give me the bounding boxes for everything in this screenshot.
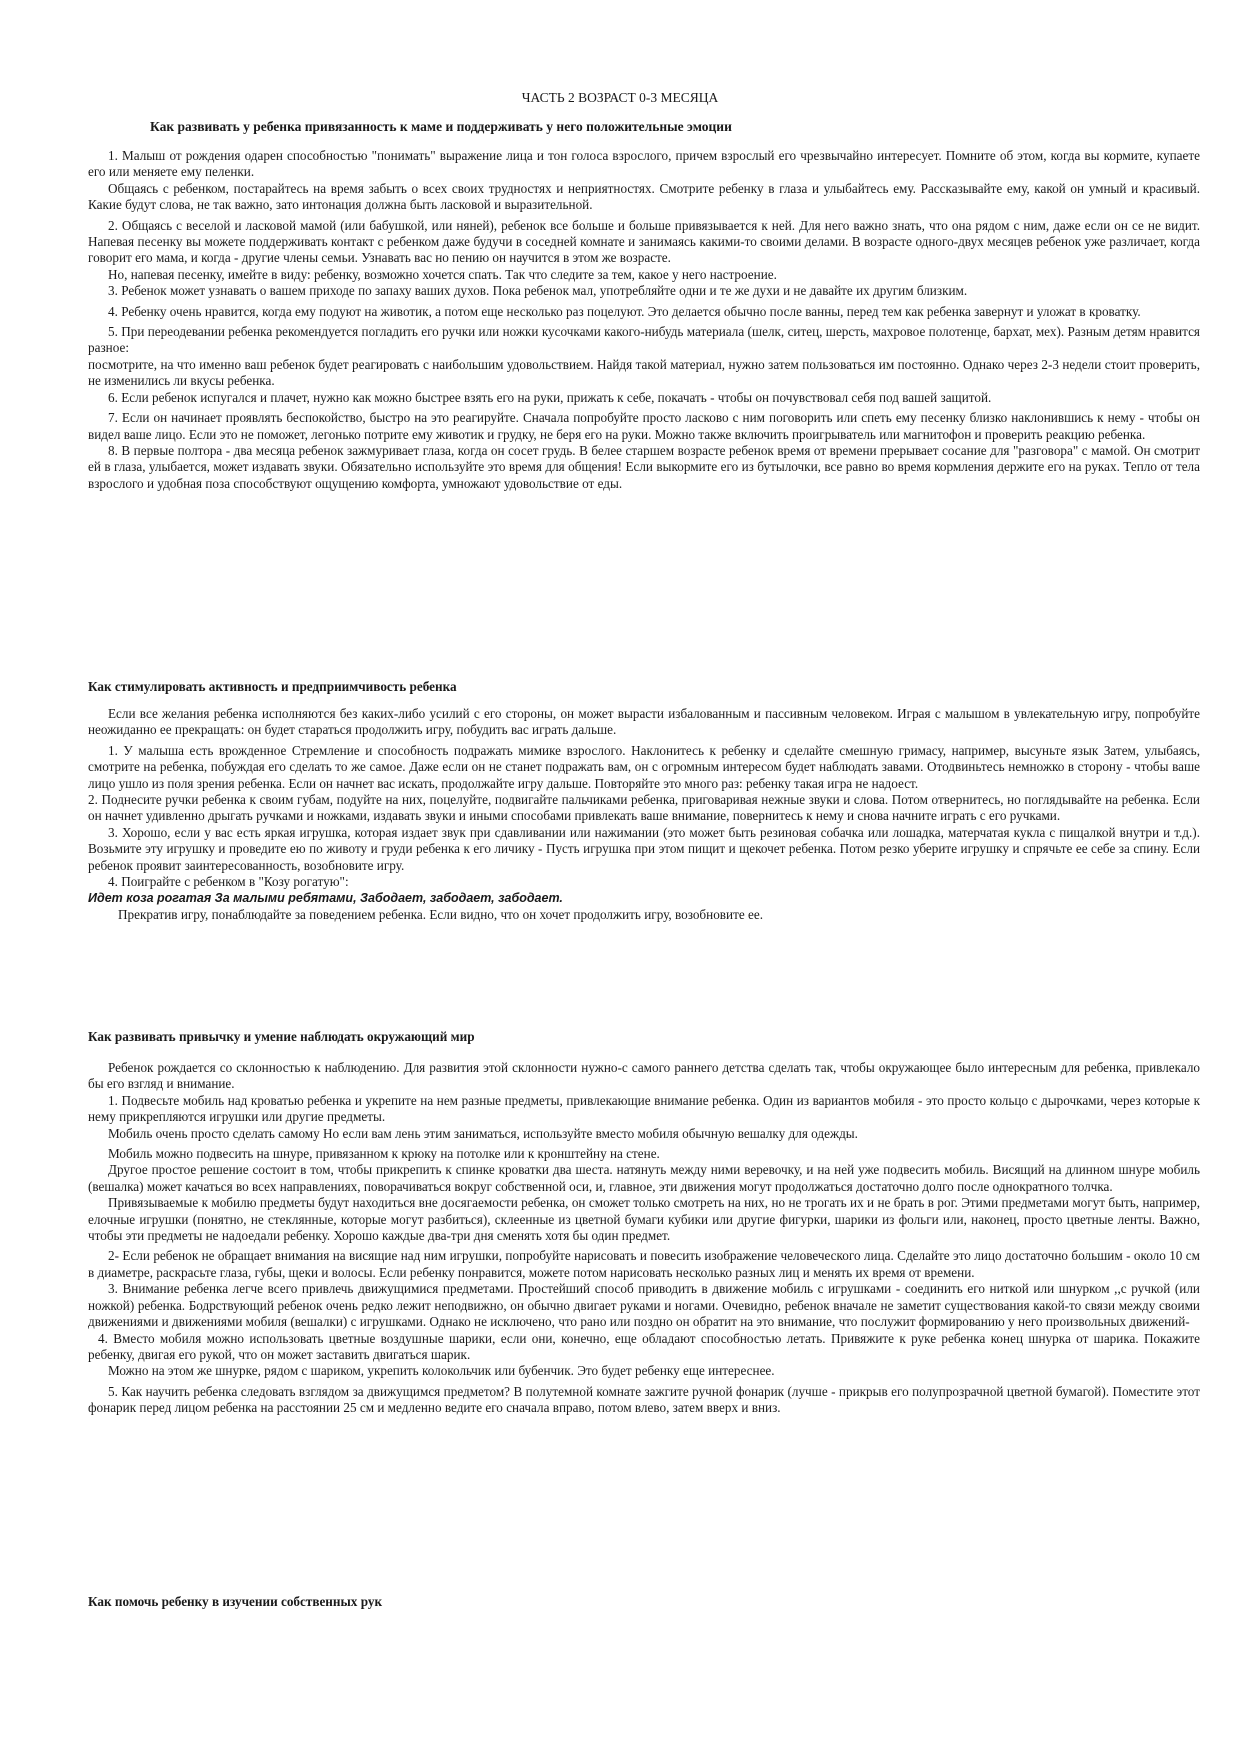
paragraph: Но, напевая песенку, имейте в виду: ребенку, возможно хочется спать. Так что следите за тем, какое у него настроение. [108, 266, 777, 282]
paragraph: 4. Поиграйте с ребенком в "Козу рогатую": [108, 874, 349, 890]
paragraph: 1. У малыша есть врожденное Стремление и способность подражать мимике взрослого. Наклонитесь к ребенку и сделайте смешную гримасу, например, высуньте язык Затем, улыбаясь, смотрите на ребенка, побуждая его сделать то же самое. Даже если он не станет подражать вам, он с огромным интересом будет наблюдать завами. Отодвиньтесь немножко в сторону - чтобы ваше лицо ушло из поля зрения ребенка. Если он начнет вас искать, продолжайте игру дальше. Повторяйте это много раз: ребенку такая игра не надоест. [88, 742, 1200, 791]
paragraph: 3. Внимание ребенка легче всего привлечь движущимися предметами. Простейший способ приводить в движение мобиль с игрушками - соединить его ниткой или шнурком ,,с ручкой (или ножкой) ребенка. Бодрствующий ребенок очень редко лежит неподвижно, он обычно двигает руками и ногами. Очевидно, ребенок вначале не заметит существования какой-то связи между своими движениями и движениями мобиля (вешалки) с игрушками. Однако не исключено, что рано или поздно он обратит на это внимание, что послужит формированию у него произвольных движений- [88, 1281, 1200, 1330]
paragraph: Мобиль можно подвесить на шнуре, привязанном к крюку на потолке или к кронштейну на стене. [108, 1146, 660, 1162]
paragraph: 8. В первые полтора - два месяца ребенок зажмуривает глаза, когда он сосет грудь. В белее старшем возрасте ребенок время от времени прерывает сосание для "разговора" с мамой. Он смотрит ей в глаза, улыбается, может издавать звуки. Обязательно используйте это время для общения! Если выкормите его из бутылочки, все равно во время кормления держите его на руках. Тепло от тела взрослого и удобная поза способствуют ощущению комфорта, умножают удовольствие от еды. [88, 442, 1200, 491]
paragraph: 4. Ребенку очень нравится, когда ему подуют на животик, а потом еще несколько раз поцелуют. Это делается обычно после ванны, перед тем как ребенка завернут и уложат в кроватку. [108, 303, 1141, 319]
paragraph: 3. Ребенок может узнавать о вашем приходе по запаху ваших духов. Пока ребенок мал, употребляйте одни и те же духи и не давайте их другим близким. [108, 283, 968, 299]
rhyme-line: Идет коза рогатая За малыми ребятами, Забодает, забодает, забодает. [88, 891, 563, 906]
paragraph: Можно на этом же шнурке, рядом с шариком, укрепить колокольчик или бубенчик. Это будет ребенку еще интереснее. [108, 1363, 775, 1379]
paragraph: Прекратив игру, понаблюдайте за поведением ребенка. Если видно, что он хочет продолжить игру, возобновите ее. [118, 906, 763, 922]
paragraph: 4. Вместо мобиля можно использовать цветные воздушные шарики, если они, конечно, еще обладают способностью летать. Привяжите к руке ребенка конец шнурка от шарика. Покажите ребенку, двигая его рукой, что он может заставить двигаться шарик. [88, 1330, 1200, 1362]
paragraph: 3. Хорошо, если у вас есть яркая игрушка, которая издает звук при сдавливании или нажимании (это может быть резиновая собачка или лошадка, матерчатая кукла с пищалкой внутри и т.д.). Возьмите эту игрушку и проведите ею по животу и груди ребенка к его личику - Пусть игрушка при этом пищит и щекочет ребенка. Потом резко уберите игрушку и спрячьте ее себе за спину. Если ребенок проявит заинтересованность, возобновите игру. [88, 824, 1200, 873]
paragraph: посмотрите, на что именно ваш ребенок будет реагировать с наибольшим удовольствием. Найдя такой материал, нужно затем пользоваться им постоянно. Однако через 2-3 недели стоит проверить, не изменились ли вкусы ребенка. [88, 356, 1200, 389]
paragraph: 2. Поднесите ручки ребенка к своим губам, подуйте на них, поцелуйте, подвигайте пальчиками ребенка, приговаривая нежные звуки и слова. Потом отвернитесь, но поглядывайте на ребенка. Если он начнет удивленно дрыгать ручками и ножками, издавать звуки и иными способами привлекать ваше внимание, повернитесь к нему и снова начните играть с его ручками. [88, 792, 1200, 824]
paragraph: 7. Если он начинает проявлять беспокойство, быстро на это реагируйте. Сначала попробуйте просто ласково с ним поговорить или спеть ему песенку близко наклонившись к нему - чтобы он видел ваше лицо. Если это не поможет, легонько потрите ему животик и грудку, не беря его на руки. Можно также включить проигрыватель или магнитофон и проверить реакцию ребенка. [88, 410, 1200, 442]
paragraph: 5. При переодевании ребенка рекомендуется погладить его ручки или ножки кусочками какого-нибудь материала (шелк, ситец, шерсть, махровое полотенце, бархат, мех). Разным детям нравится разное: [88, 324, 1200, 356]
section-heading-observation: Как развивать привычку и умение наблюдать окружающий мир [88, 1029, 475, 1044]
section-observation-body [88, 1060, 1200, 1417]
paragraph: 1. Малыш от рождения одарен способностью "понимать" выражение лица и тон голоса взрослого, причем взрослый его чрезвычайно интересует. Помните об этом, когда вы кормите, купаете его или меняете ему пеленки. [88, 148, 1200, 180]
section-heading-activity: Как стимулировать активность и предприимчивость ребенка [88, 679, 457, 694]
paragraph: 5. Как научить ребенка следовать взглядом за движущимся предметом? В полутемной комнате зажгите ручной фонарик (лучше - прикрыв его полупрозрачной цветной бумагой). Поместите этот фонарик перед лицом ребенка на расстоянии 25 см и медленно ведите его сначала вправо, потом влево, затем вверх и вниз. [88, 1383, 1200, 1416]
paragraph: Привязываемые к мобилю предметы будут находиться вне досягаемости ребенка, он сможет только смотреть на них, но не трогать их и не брать в рог. Этими предметами могут быть, например, елочные игрушки (понятно, не стеклянные, которые могут разбиться), склеенные из цветной бумаги кубики или другие фигурки, шарики из фольги или, наконец, просто цветные ленты. Важно, чтобы эти предметы не надоедали ребенку. Хорошо каждые два-три дня сменять хотя бы один предмет. [88, 1195, 1200, 1244]
paragraph: 2. Общаясь с веселой и ласковой мамой (или бабушкой, или няней), ребенок все больше и больше привязывается к ней. Для него важно знать, что она рядом с ним, даже если он се не видит. Напевая песенку вы можете поддерживать контакт с ребенком даже будучи в соседней комнате и занимаясь какими-то своими делами. В возрасте одного-двух месяцев ребенок уже различает, когда говорит его мама, и когда - другие члены семьи. Узнавать вас но пению он научится в этом же возрасте. [88, 217, 1200, 266]
section-activity-body [88, 706, 1200, 923]
paragraph: 1. Подвесьте мобиль над кроватью ребенка и укрепите на нем разные предметы, привлекающие внимание ребенка. Один из вариантов мобиля - это просто кольцо с дырочками, через которые к нему прикрепляются игрушки или другие предметы. [88, 1092, 1200, 1125]
paragraph: Общаясь с ребенком, постарайтесь на время забыть о всех своих трудностях и неприятностях. Смотрите ребенку в глаза и улыбайтесь ему. Рассказывайте ему, какой он умный и красивый. Какие будут слова, не так важно, зато интонация должна быть ласковой и выразительной. [88, 180, 1200, 213]
section-heading-hands: Как помочь ребенку в изучении собственных рук [88, 1594, 383, 1609]
paragraph: Мобиль очень просто сделать самому Но если вам лень этим заниматься, используйте вместо мобиля обычную вешалку для одежды. [108, 1125, 858, 1141]
paragraph: Если все желания ребенка исполняются без каких-либо усилий с его стороны, он может вырасти избалованным и пассивным человеком. Играя с малышом в увлекательную игру, попробуйте неожиданно ее прекращать: он будет стараться продолжить игру, побудить вас играть дальше. [88, 706, 1200, 738]
section-subtitle-attachment: Как развивать у ребенка привязанность к маме и поддерживать у него положительные эмоции [150, 119, 732, 134]
paragraph: 6. Если ребенок испугался и плачет, нужно как можно быстрее взять его на руки, прижать к себе, покачать - чтобы он почувствовал себя под вашей защитой. [108, 389, 992, 405]
paragraph: Другое простое решение состоит в том, чтобы прикрепить к спинке кроватки два шеста. натянуть между ними веревочку, и на ней уже подвесить мобиль. Висящий на длинном шнуре мобиль (вешалка) может качаться во всех направлениях, поворачиваться вокруг собственной оси, и, главное, эти движения могут продолжаться достаточно долго после однократного толчка. [88, 1162, 1200, 1194]
paragraph: 2- Если ребенок не обращает внимания на висящие над ним игрушки, попробуйте нарисовать и повесить изображение человеческого лица. Сделайте это лицо достаточно большим - около 10 см в диаметре, раскрасьте глаза, губы, щеки и волосы. Если ребенку понравится, можете потом нарисовать несколько разных лиц и менять их время от времени. [88, 1248, 1200, 1280]
page-title: ЧАСТЬ 2 ВОЗРАСТ 0-3 МЕСЯЦА [521, 90, 719, 105]
paragraph: Ребенок рождается со склонностью к наблюдению. Для развития этой склонности нужно-с самого раннего детства сделать так, чтобы окружающее было интересным для ребенка, привлекало бы его взгляд и внимание. [88, 1060, 1200, 1092]
section-attachment-body [88, 148, 1200, 492]
